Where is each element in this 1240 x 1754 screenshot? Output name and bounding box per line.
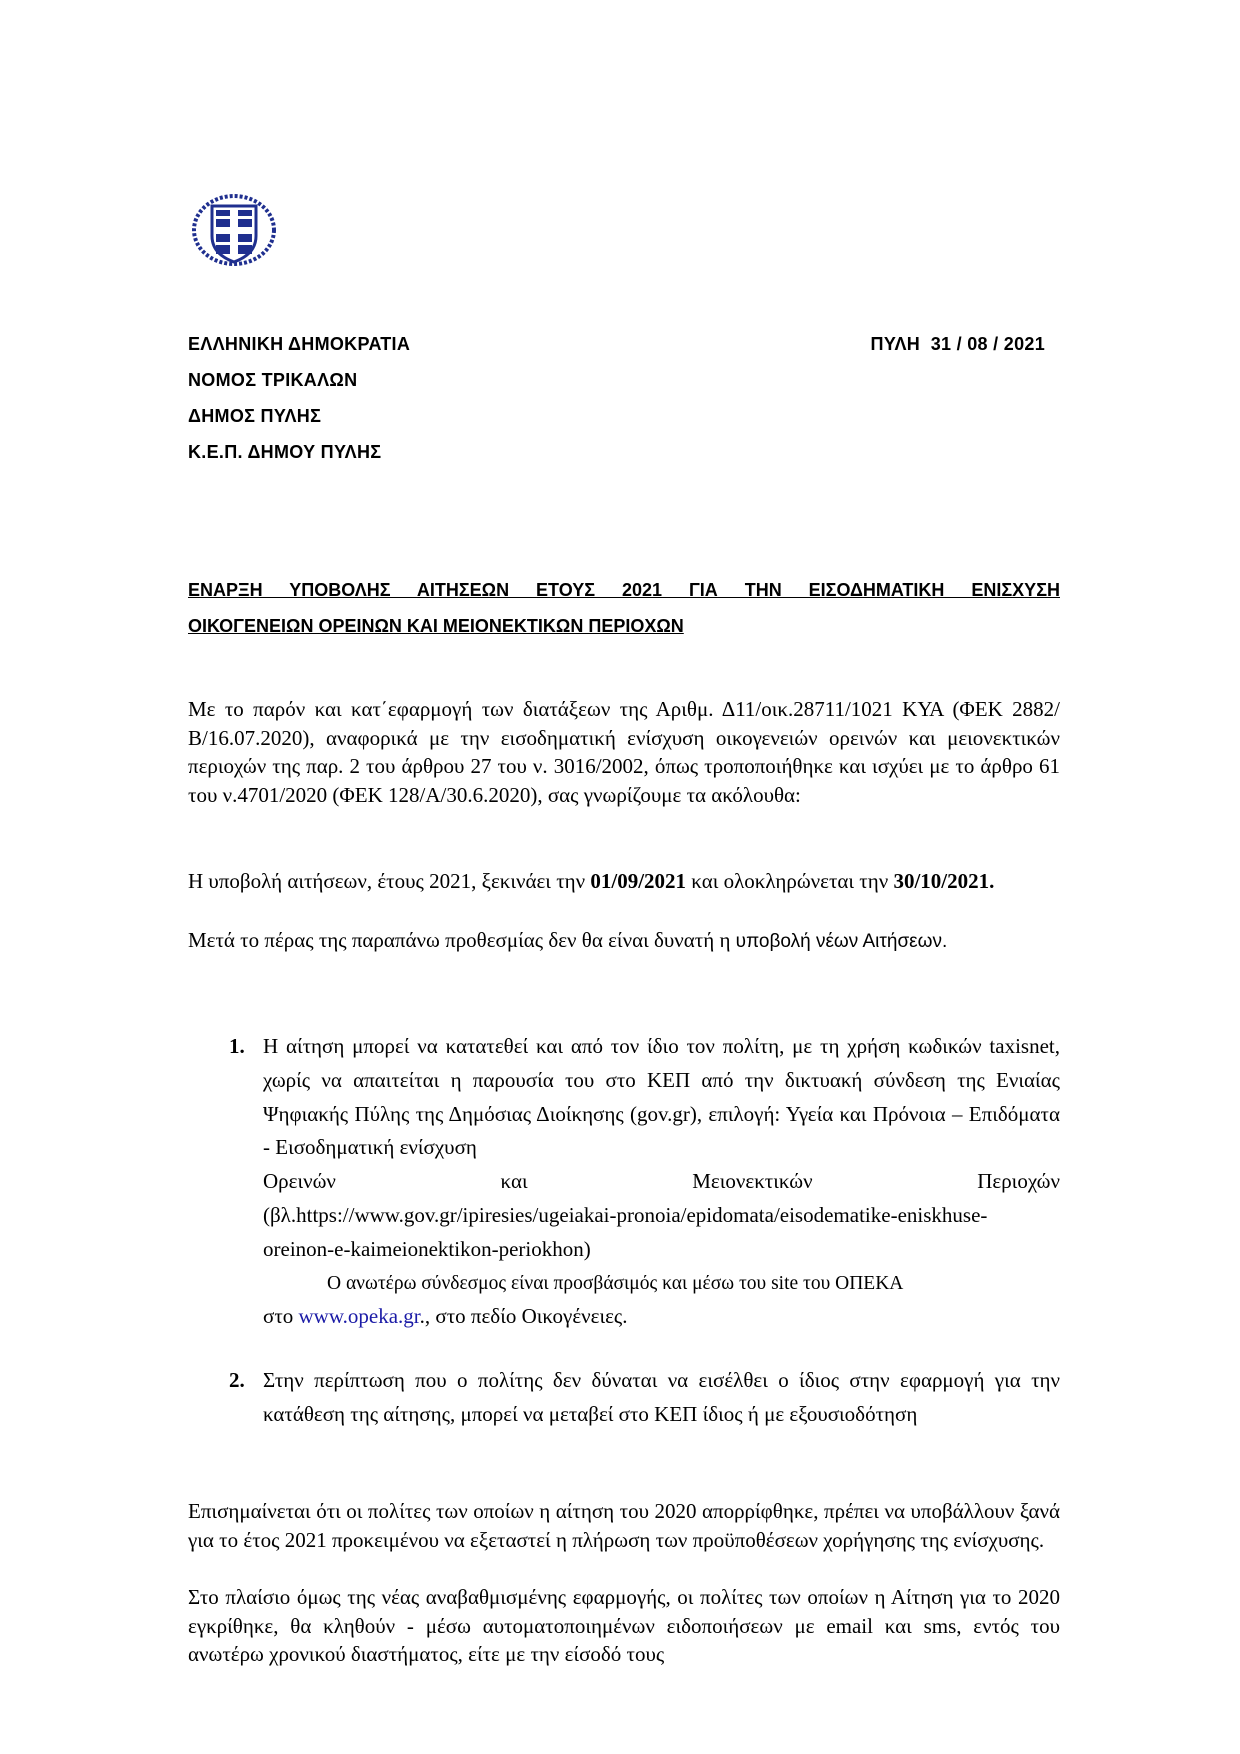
sender-header [188,326,410,470]
title-line: ΟΙΚΟΓΕΝΕΙΩΝ ΟΡΕΙΝΩΝ ΚΑΙ ΜΕΙΟΝΕΚΤΙΚΩΝ ΠΕΡΙΟΧΩΝ [188,616,684,636]
text: ., στο πεδίο Οικογένειες. [419,1304,628,1329]
item-text: Ορεινών και Μειονεκτικών Περιοχών [263,1169,1060,1194]
period-paragraph [188,867,1060,896]
note-paragraph: Επισημαίνεται ότι οι πολίτες των οποίων η αίτηση του 2020 απορρίφθηκε, πρέπει να υποβάλλουν ξανά για το έτος 2021 προκειμένου να εξεταστεί η πλήρωση των προϋποθέσεων χορήγησης της ενίσχυσης. [188,1499,1060,1552]
item-text: Στην περίπτωση που ο πολίτης δεν δύναται να εισέλθει ο ίδιος στην εφαρμογή για την κατάθεση της αίτησης, μπορεί να μεταβεί στο ΚΕΠ ίδιος ή με εξουσιοδότηση [263,1368,1060,1426]
item-number: 2. [229,1368,245,1392]
text: Η υποβολή αιτήσεων, έτους 2021, ξεκινάει την [188,869,591,893]
list-item [229,1364,1060,1432]
place-date: ΠΥΛΗ 31 / 08 / 2021 [870,334,1045,354]
text: και ολοκληρώνεται την [686,869,894,893]
text: Μετά το πέρας της παραπάνω προθεσμίας δεν θα είναι δυνατή η [188,928,736,952]
item-text: Η αίτηση μπορεί να κατατεθεί και από τον ίδιο τον πολίτη, με τη χρήση κωδικών taxisnet, χωρίς να απαιτείται η παρουσία του στο ΚΕΠ από την δικτυακή σύνδεση της Ενιαίας Ψηφιακής Πύλης της Δημόσιας Διοίκησης (gov.gr), επιλογή: Υγεία και Πρόνοια – Επιδόματα - Εισοδηματική ενίσχυση [263,1034,1060,1160]
item-number: 1. [229,1034,245,1058]
note-paragraph: Στο πλαίσιο όμως της νέας αναβαθμισμένης εφαρμογής, οι πολίτες των οποίων η Αίτηση για το 2020 εγκρίθηκε, θα κληθούν - μέσω αυτοματοποιημένων ειδοποιήσεων με email και sms, εντός του ανωτέρω χρονικού διαστήματος, είτε με την είσοδό τους [188,1585,1060,1667]
intro-paragraph: Με το παρόν και κατ΄εφαρμογή των διατάξεων της Αριθμ. Δ11/οικ.28711/1021 ΚΥΑ (ΦΕΚ 2882/Β/16.07.2020), αναφορικά με την εισοδηματική ενίσχυση οικογενειών ορεινών και μειονεκτικών περιοχών της παρ. 2 του άρθρου 27 του ν. 3016/2002, όπως τροποποιήθηκε και ισχύει με το άρθρο 61 του ν.4701/2020 (ΦΕΚ 128/Α/30.6.2020), σας γνωρίζουμε τα ακόλουθα: [188,697,1060,808]
coat-of-arms-logo [190,192,278,268]
header-line: ΝΟΜΟΣ ΤΡΙΚΑΛΩΝ [188,370,358,390]
title-line: ΕΝΑΡΞΗ ΥΠΟΒΟΛΗΣ ΑΙΤΗΣΕΩΝ ΕΤΟΥΣ 2021 ΓΙΑ ΤΗΝ ΕΙΣΟΔΗΜΑΤΙΚΗ ΕΝΙΣΧΥΣΗ [188,580,1060,600]
deadline-paragraph [188,925,1060,957]
header-line: ΕΛΛΗΝΙΚΗ ΔΗΜΟΚΡΑΤΙΑ [188,334,411,354]
document-title [188,572,1060,644]
list-item [229,1030,1060,1334]
header-line: Κ.Ε.Π. ΔΗΜΟΥ ΠΥΛΗΣ [188,442,382,462]
end-date: 30/10/2021. [893,869,995,893]
note-text: Ο ανωτέρω σύνδεσμος είναι προσβάσιμός και μέσω του site του ΟΠΕΚΑ [327,1272,904,1294]
start-date: 01/09/2021 [590,869,687,893]
gov-url[interactable]: (βλ.https://www.gov.gr/ipiresies/ugeiakai-pronoia/epidomata/eisodematike-eniskhuse-oreinon-e-kaimeionektikon-periokhon) [263,1202,988,1261]
opeka-link[interactable]: www.opeka.gr [298,1304,420,1329]
text: υποβολή νέων Αιτήσεων. [735,931,948,952]
header-line: ΔΗΜΟΣ ΠΥΛΗΣ [188,406,322,426]
text: στο [263,1304,299,1329]
